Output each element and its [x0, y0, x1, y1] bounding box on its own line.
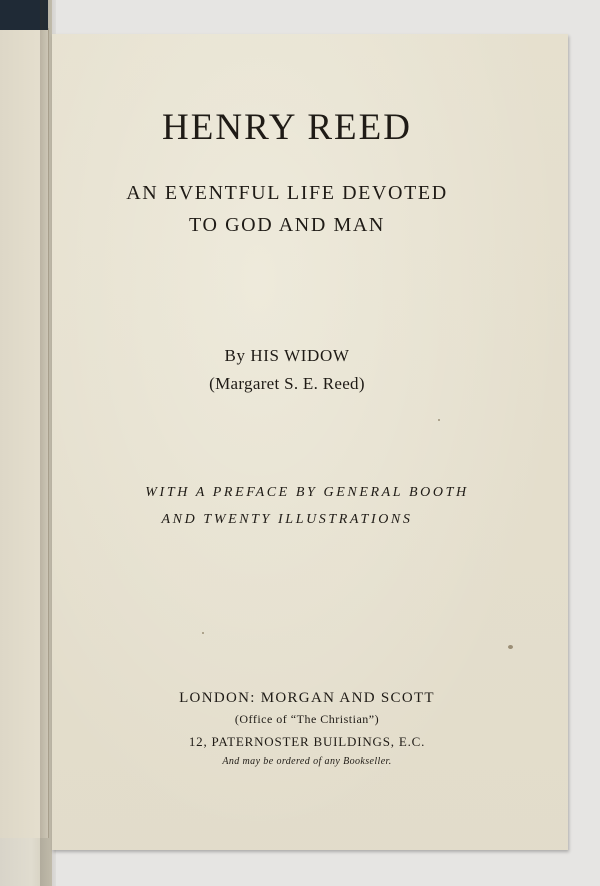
paper-speck	[508, 645, 513, 649]
paper-speck	[202, 632, 204, 634]
preface-note-line-2: AND TWENTY ILLUSTRATIONS	[161, 512, 413, 527]
publisher-address-line: 12, PATERNOSTER BUILDINGS, E.C.	[188, 734, 426, 749]
book-subtitle-line-2: TO GOD AND MAN	[189, 214, 385, 236]
bookseller-note-line: And may be ordered of any Bookseller.	[222, 756, 392, 767]
book-title: HENRY REED	[162, 107, 412, 148]
title-page-content	[52, 34, 568, 850]
preface-note-line-1: WITH A PREFACE BY GENERAL BOOTH	[145, 485, 469, 500]
author-name: (Margaret S. E. Reed)	[209, 374, 365, 393]
book-subtitle-line-1: AN EVENTFUL LIFE DEVOTED	[126, 182, 448, 204]
title-page	[52, 34, 568, 850]
publisher-line: LONDON: MORGAN AND SCOTT	[179, 690, 435, 706]
author-by-line: By HIS WIDOW	[224, 346, 350, 365]
paper-speck	[438, 419, 440, 421]
publisher-office-line: (Office of “The Christian”)	[234, 712, 380, 726]
